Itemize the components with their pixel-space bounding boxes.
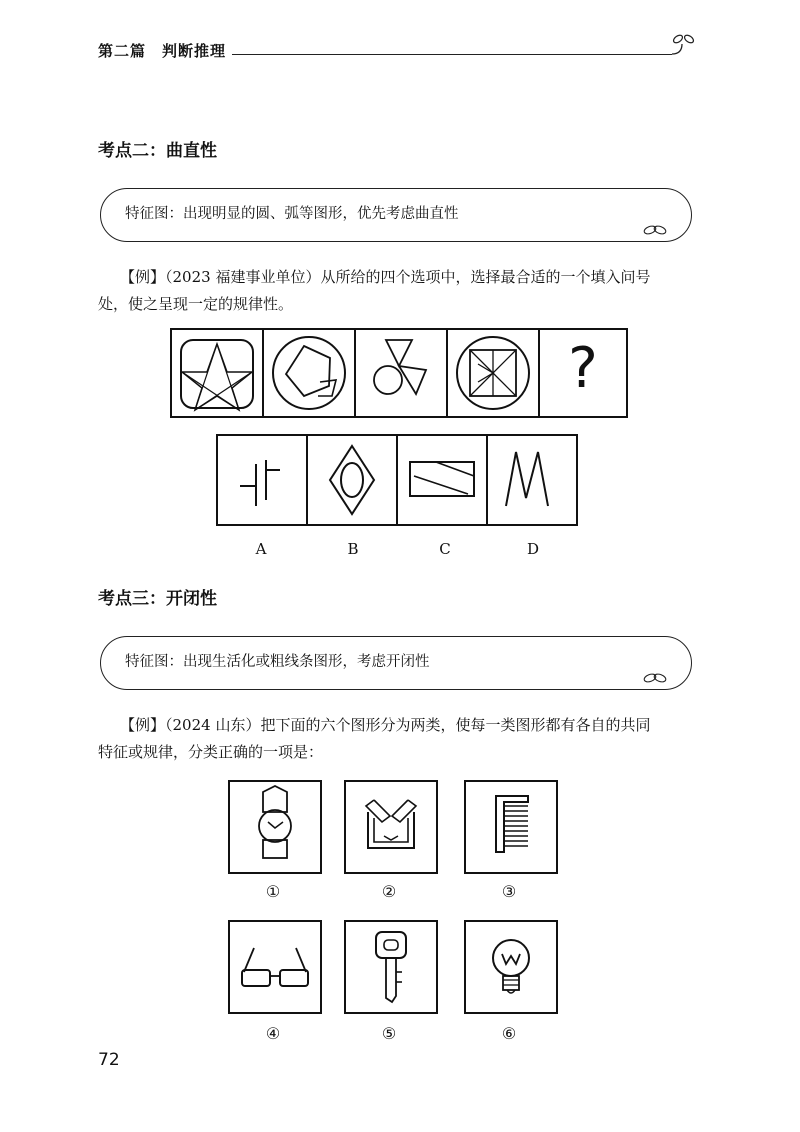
option-d-label[interactable]: D — [526, 540, 540, 558]
sprout-icon — [668, 30, 698, 60]
figure-1-watch[interactable] — [228, 780, 322, 874]
section-heading-curvature: 考点二：曲直性 — [98, 141, 217, 161]
figure-5-label: ⑤ — [381, 1024, 397, 1043]
sprout-icon — [643, 223, 667, 237]
header-rule — [232, 54, 672, 55]
figure-6-label: ⑥ — [501, 1024, 517, 1043]
figure-star-in-square — [172, 330, 264, 416]
figure-3-comb[interactable] — [464, 780, 558, 874]
figure-2-label: ② — [381, 882, 397, 901]
option-b-label[interactable]: B — [347, 540, 359, 558]
feature-text: 特征图：出现生活化或粗线条图形，考虑开闭性 — [125, 654, 430, 670]
example-text-3: 【例】（2024 山东）把下面的六个图形分为两类，使每一类图形都有各自的共同 — [120, 716, 651, 734]
section-heading-openness: 考点三：开闭性 — [98, 589, 217, 609]
example-text-2: 处，使之呈现一定的规律性。 — [98, 295, 294, 313]
running-header: 第二篇 判断推理 — [98, 42, 227, 60]
options-figure-row — [216, 434, 578, 526]
page-number: 72 — [98, 1050, 120, 1070]
question-mark: ? — [568, 336, 598, 401]
figure-4-label: ④ — [265, 1024, 281, 1043]
feature-box-openness — [100, 636, 692, 690]
option-c-label[interactable]: C — [439, 540, 451, 558]
figure-pentagon-in-circle — [264, 330, 356, 416]
question-figure-row — [170, 328, 628, 418]
option-a-figure[interactable] — [218, 436, 308, 524]
figure-3-label: ③ — [501, 882, 517, 901]
example-text-1: 【例】（2023 福建事业单位）从所给的四个选项中，选择最合适的一个填入问号 — [120, 268, 651, 286]
figure-5-key[interactable] — [344, 920, 438, 1014]
figure-4-glasses[interactable] — [228, 920, 322, 1014]
figure-square-in-circle — [448, 330, 540, 416]
figure-2-basket[interactable] — [344, 780, 438, 874]
figure-question-mark — [540, 330, 626, 416]
option-b-figure[interactable] — [308, 436, 398, 524]
figure-1-label: ① — [265, 882, 281, 901]
sprout-icon — [643, 671, 667, 685]
feature-text: 特征图：出现明显的圆、弧等图形，优先考虑曲直性 — [125, 206, 459, 222]
option-c-figure[interactable] — [398, 436, 488, 524]
example-text-4: 特征或规律，分类正确的一项是： — [98, 743, 324, 761]
option-d-figure[interactable] — [488, 436, 574, 524]
figure-triangles-circle — [356, 330, 448, 416]
figure-6-lightbulb[interactable] — [464, 920, 558, 1014]
feature-box-curvature — [100, 188, 692, 242]
option-a-label[interactable]: A — [255, 540, 267, 558]
